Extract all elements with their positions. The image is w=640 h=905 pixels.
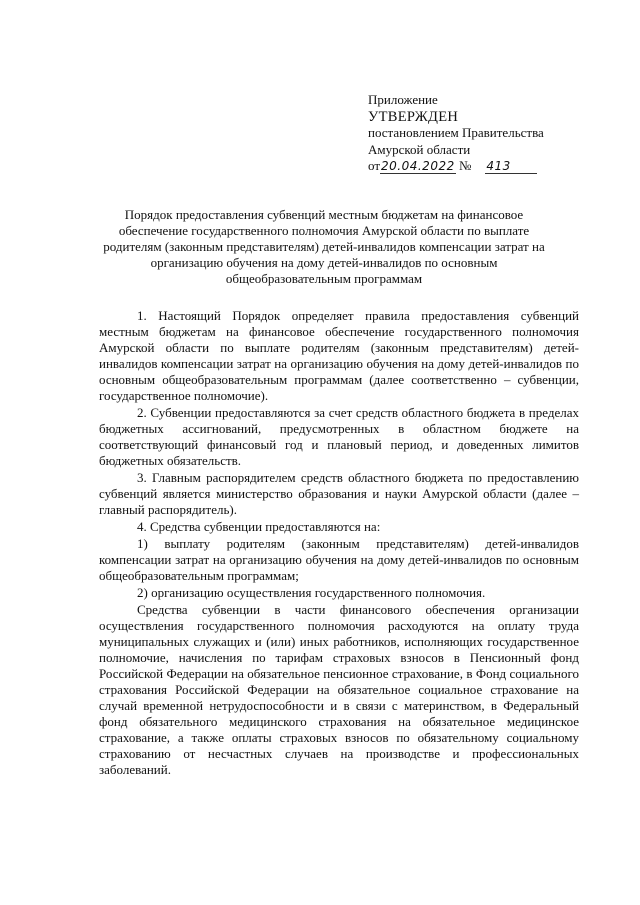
paragraph-3: 3. Главным распорядителем средств областного бюджета по предоставлению субвенций является министерство образования и науки Амурской области (далее – главный распорядитель). [99,470,579,517]
appendix-label: Приложение [368,92,438,107]
region-label: Амурской области [368,141,471,157]
approval-stamp [368,92,544,175]
resolution-label: постановлением Правительства [368,125,544,140]
paragraph-4-item-2: 2) организацию осуществления государственного полномочия. [137,585,486,600]
number-prefix: № [458,158,472,173]
approved-label: УТВЕРЖДЕН [368,108,459,125]
paragraph-4-item-1: 1) выплату родителям (законным представителям) детей-инвалидов компенсации затрат на организацию обучения на дому детей-инвалидов по основным общеобразовательным программам; [99,536,579,583]
paragraph-5: Средства субвенции в части финансового обеспечения организации осуществления государственного полномочия расходуются на оплату труда муниципальных служащих и (или) иных работников, исполняющих государственное полномочие, начисления по тарифам страховых взносов в Пенсионный фонд Российской Федерации на обязательное пенсионное страхование, в Фонд социального страхования Российской Федерации на обязательное социальное страхование на случай временной нетрудоспособности и в связи с материнством, в Федеральный фонд обязательного медицинского страхования на обязательное медицинское страхование, а также оплаты страховых взносов по обязательному социальному страхованию от несчастных случаев на производстве и профессиональных заболеваний. [99,602,579,777]
date-number-line [368,158,544,175]
document-body [99,308,579,778]
handwritten-date: 20.04.2022 [381,159,455,173]
paragraph-2: 2. Субвенции предоставляются за счет средств областного бюджета в пределах бюджетных ассигнований, предусмотренных в областном бюджете на соответствующий финансовый год и плановый период, и доведенных лимитов бюджетных обязательств. [99,405,579,468]
paragraph-4: 4. Средства субвенции предоставляются на: [137,519,381,534]
date-prefix: от [368,158,381,173]
paragraph-1: 1. Настоящий Порядок определяет правила предоставления субвенций местным бюджетам на финансовое обеспечение государственного полномочия Амурской области по выплате родителям (законным представителям) детей-инвалидов компенсации затрат на организацию обучения на дому детей-инвалидов по основным общеобразовательным программам (далее соответственно – субвенции, государственное полномочие). [99,308,579,403]
handwritten-number: 413 [485,159,537,174]
document-title: Порядок предоставления субвенций местным бюджетам на финансовое обеспечение государственного полномочия Амурской области по выплате родителям (законным представителям) детей-инвалидов компенсации затрат на организацию обучения на дому детей-инвалидов по основным общеобразовательным программам [103,207,545,286]
